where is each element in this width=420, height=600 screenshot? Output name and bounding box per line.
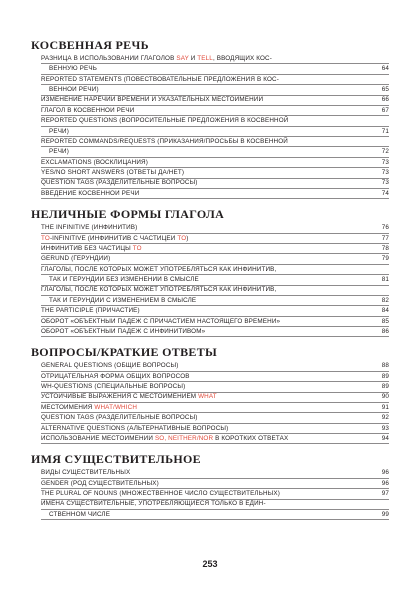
toc-entry-page: 66 (381, 96, 389, 104)
toc-entry-text-continuation: РЕЧИ) (49, 148, 69, 156)
toc-entry-text: ALTERNATIVE QUESTIONS (АЛЬТЕРНАТИВНЫЕ ВОПРОСЫ) (41, 424, 229, 432)
toc-entry[interactable] (41, 479, 389, 489)
toc-entry-page: 96 (381, 469, 389, 477)
highlighted-term: TO (132, 244, 142, 252)
toc-entry-page: 85 (381, 317, 389, 325)
section-title: НЕЛИЧНЫЕ ФОРМЫ ГЛАГОЛА (31, 207, 225, 222)
toc-entry-page: 99 (381, 510, 389, 518)
toc-entry-page: 73 (381, 169, 389, 177)
toc-entry-text: GENDER (РОД СУЩЕСТВИТЕЛЬНЫХ) (41, 479, 159, 487)
toc-entry-page: 82 (381, 296, 389, 304)
toc-entry-text: EXCLAMATIONS (ВОСКЛИЦАНИЯ) (41, 158, 148, 166)
toc-entry-text: GENERAL QUESTIONS (ОБЩИЕ ВОПРОСЫ) (41, 362, 179, 370)
toc-entry-page: 92 (381, 414, 389, 422)
toc-entry[interactable] (41, 361, 389, 371)
toc-entry[interactable] (41, 189, 389, 199)
toc-entry-page: 88 (381, 362, 389, 370)
toc-entry-text: ОБОРОТ «ОБЪЕКТНЫЙ ПАДЕЖ С ИНФИНИТИВОМ» (41, 327, 206, 335)
toc-entry[interactable] (41, 327, 389, 337)
toc-entry-page: 71 (381, 127, 389, 135)
toc-entry[interactable] (41, 96, 389, 106)
toc-entry[interactable] (41, 434, 389, 444)
toc-entry-text: QUESTION TAGS (РАЗДЕЛИТЕЛЬНЫЕ ВОПРОСЫ) (41, 414, 198, 422)
toc-entry-text-line: РАЗНИЦА В ИСПОЛЬЗОВАНИИ ГЛАГОЛОВ SAY И TELL, ВВОДЯЩИХ КОС- (41, 55, 389, 64)
toc-entry-text: ОТРИЦАТЕЛЬНАЯ ФОРМА ОБЩИХ ВОПРОСОВ (41, 372, 190, 380)
toc-entry-text-continuation: ТАК И ГЕРУНДИЙ БЕЗ ИЗМЕНЕНИЙ В СМЫСЛЕ (49, 276, 199, 284)
toc-entry[interactable] (41, 244, 389, 254)
toc-entry-text: ГЛАГОЛ В КОСВЕННОЙ РЕЧИ (41, 106, 135, 114)
toc-entry-text-line: ГЛАГОЛЫ, ПОСЛЕ КОТОРЫХ МОЖЕТ УПОТРЕБЛЯТЬСЯ КАК ИНФИНИТИВ, (41, 286, 389, 295)
toc-entry[interactable] (41, 306, 389, 316)
toc-entry[interactable] (41, 393, 389, 403)
toc-entry-text: ВИДЫ СУЩЕСТВИТЕЛЬНЫХ (41, 469, 131, 477)
toc-section (31, 38, 389, 199)
toc-entry-text: УСТОЙЧИВЫЕ ВЫРАЖЕНИЯ С МЕСТОИМЕНИЕМ WHAT (41, 393, 217, 401)
toc-entry[interactable] (41, 75, 389, 96)
toc-entry-page: 89 (381, 383, 389, 391)
toc-entry-page: 91 (381, 403, 389, 411)
toc-entry-page: 67 (381, 106, 389, 114)
section-title: ВОПРОСЫ/КРАТКИЕ ОТВЕТЫ (31, 345, 218, 360)
toc-entry-page: 89 (381, 372, 389, 380)
toc-entry-page: 73 (381, 158, 389, 166)
toc-entry[interactable] (41, 317, 389, 327)
toc-entry[interactable] (41, 413, 389, 423)
toc-entry-text-continuation: РЕЧИ) (49, 127, 69, 135)
toc-entry-text-line: REPORTED QUESTIONS (ВОПРОСИТЕЛЬНЫЕ ПРЕДЛОЖЕНИЯ В КОСВЕННОЙ (41, 117, 389, 126)
toc-entry-text: ИСПОЛЬЗОВАНИЕ МЕСТОИМЕНИЙ SO, NEITHER/NOR В КОРОТКИХ ОТВЕТАХ (41, 434, 289, 442)
highlighted-term: SO, NEITHER/NOR (154, 434, 214, 442)
toc-section (31, 207, 389, 337)
toc-entry[interactable] (41, 286, 389, 307)
highlighted-term: SAY (176, 54, 189, 62)
toc-entry-page: 65 (381, 86, 389, 94)
toc-entry-text: ИНФИНИТИВ БЕЗ ЧАСТИЦЫ TO (41, 244, 142, 252)
toc-entry-page: 81 (381, 276, 389, 284)
toc-entry[interactable] (41, 137, 389, 158)
toc-entry-text: ВВЕДЕНИЕ КОСВЕННОЙ РЕЧИ (41, 189, 140, 197)
toc-entry-page: 73 (381, 179, 389, 187)
toc-entry[interactable] (41, 254, 389, 264)
highlighted-term: WHAT (198, 393, 217, 401)
toc-entry-page: 72 (381, 148, 389, 156)
toc-entry[interactable] (41, 500, 389, 521)
toc-entry-text-continuation: ВЕННУЮ РЕЧЬ (49, 65, 97, 73)
toc-entry[interactable] (41, 116, 389, 137)
toc-entry[interactable] (41, 106, 389, 116)
toc-entry-page: 93 (381, 424, 389, 432)
toc-section (31, 345, 389, 444)
toc-entry[interactable] (41, 234, 389, 244)
toc-entry[interactable] (41, 158, 389, 168)
toc-entry-text-continuation: ВЕННОЙ РЕЧИ) (49, 86, 99, 94)
toc-entry-text: QUESTION TAGS (РАЗДЕЛИТЕЛЬНЫЕ ВОПРОСЫ) (41, 179, 198, 187)
toc-entry[interactable] (41, 424, 389, 434)
toc-entry[interactable] (41, 54, 389, 75)
section-title: КОСВЕННАЯ РЕЧЬ (31, 38, 149, 52)
toc-entry-text: ИЗМЕНЕНИЕ НАРЕЧИЙ ВРЕМЕНИ И УКАЗАТЕЛЬНЫХ МЕСТОИМЕНИЙ (41, 96, 264, 104)
toc-entry-text: THE INFINITIVE (ИНФИНИТИВ) (41, 224, 138, 232)
toc-entry[interactable] (41, 403, 389, 413)
toc-entry[interactable] (41, 468, 389, 478)
toc-entry-text: GERUND (ГЕРУНДИЙ) (41, 255, 111, 263)
toc-entry-text-line: ИМЕНА СУЩЕСТВИТЕЛЬНЫЕ, УПОТРЕБЛЯЮЩИЕСЯ ТОЛЬКО В ЕДИН- (41, 500, 389, 509)
toc-entry-page: 84 (381, 307, 389, 315)
toc-entry[interactable] (41, 372, 389, 382)
toc-entry-page: 64 (381, 65, 389, 73)
toc-entry-text-line: ГЛАГОЛЫ, ПОСЛЕ КОТОРЫХ МОЖЕТ УПОТРЕБЛЯТЬСЯ КАК ИНФИНИТИВ, (41, 266, 389, 275)
section-title: ИМЯ СУЩЕСТВИТЕЛЬНОЕ (31, 452, 201, 467)
highlighted-term: WHAT/WHICH (94, 403, 138, 411)
toc-entry-text: ОБОРОТ «ОБЪЕКТНЫЙ ПАДЕЖ С ПРИЧАСТИЕМ НАСТОЯЩЕГО ВРЕМЕНИ» (41, 317, 281, 325)
toc-entry[interactable] (41, 168, 389, 178)
toc-entry-text: МЕСТОИМЕНИЯ WHAT/WHICH (41, 403, 138, 411)
toc-entry[interactable] (41, 489, 389, 499)
toc-entry[interactable] (41, 179, 389, 189)
toc-entry-text: THE PLURAL OF NOUNS (МНОЖЕСТВЕННОЕ ЧИСЛО СУЩЕСТВИТЕЛЬНЫХ) (41, 490, 281, 498)
toc-entry-page: 74 (381, 189, 389, 197)
highlighted-term: TO (177, 234, 187, 242)
toc-entry-page: 97 (381, 490, 389, 498)
toc-entry-text-continuation: СТВЕННОМ ЧИСЛЕ (49, 510, 111, 518)
toc-section (31, 452, 389, 520)
toc-entry-text-line: REPORTED COMMANDS/REQUESTS (ПРИКАЗАНИЯ/ПРОСЬБЫ В КОСВЕННОЙ (41, 138, 389, 147)
toc-entry-text: THE PARTICIPLE (ПРИЧАСТИЕ) (41, 307, 140, 315)
toc-entry-page: 86 (381, 327, 389, 335)
highlighted-term: TO (41, 234, 50, 242)
toc-entry[interactable] (41, 382, 389, 392)
toc-entry-page: 94 (381, 434, 389, 442)
toc-entry-text-line: REPORTED STATEMENTS (ПОВЕСТВОВАТЕЛЬНЫЕ ПРЕДЛОЖЕНИЯ В КОС- (41, 76, 389, 85)
toc-entry-page: 79 (381, 255, 389, 263)
toc-entry[interactable] (41, 223, 389, 233)
toc-entry-text: WH-QUESTIONS (СПЕЦИАЛЬНЫЕ ВОПРОСЫ) (41, 383, 186, 391)
toc-entry-text-continuation: ТАК И ГЕРУНДИЙ С ИЗМЕНЕНИЕМ В СМЫСЛЕ (49, 296, 197, 304)
table-of-contents (31, 38, 389, 528)
highlighted-term: TELL (197, 54, 213, 62)
toc-entry-page: 77 (381, 234, 389, 242)
toc-entry[interactable] (41, 265, 389, 286)
toc-entry-page: 90 (381, 393, 389, 401)
toc-entry-text: YES/NO SHORT ANSWERS (ОТВЕТЫ ДА/НЕТ) (41, 169, 185, 177)
toc-entry-text: TO-INFINITIVE (ИНФИНИТИВ С ЧАСТИЦЕЙ TO) (41, 234, 189, 242)
page-number: 253 (202, 559, 218, 569)
toc-entry-page: 96 (381, 479, 389, 487)
toc-entry-page: 78 (381, 244, 389, 252)
toc-entry-page: 76 (381, 224, 389, 232)
